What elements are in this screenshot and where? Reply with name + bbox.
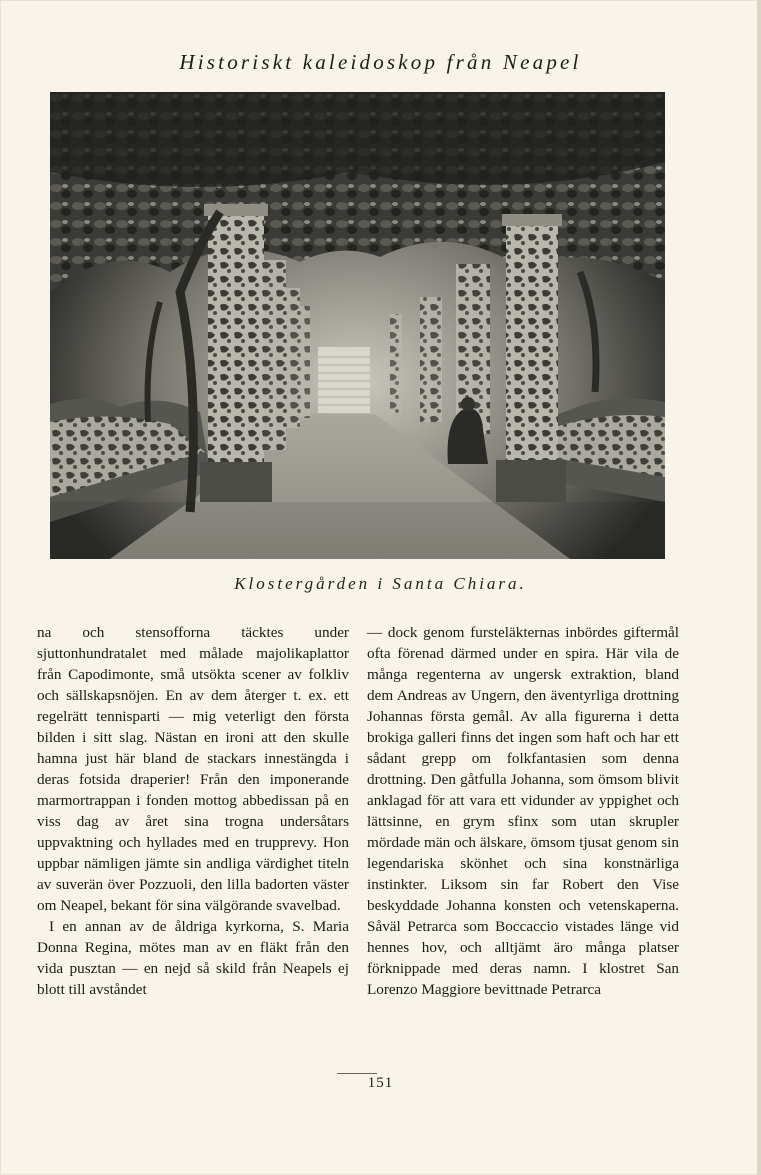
- text-column-left: [37, 622, 349, 1000]
- paragraph: I en annan av de åldriga kyrkorna, S. Maria Donna Regina, mötes man av en fläkt från den vida pusztan — en nejd så skild från Neapels ej blott till avståndet: [37, 918, 349, 998]
- page-number: 151: [367, 1075, 394, 1091]
- photograph: [50, 92, 665, 559]
- folio-rule: [337, 1073, 377, 1074]
- photo-caption: Klostergården i Santa Chiara.: [234, 574, 527, 593]
- running-head: Historiskt kaleidoskop från Neapel: [179, 50, 582, 74]
- text-column-right: [367, 622, 679, 1000]
- paragraph: — dock genom fursteläkternas inbördes giftermål ofta förenad därmed under en spira. Här vila de många regenterna av ungersk extraktion, bland dem Andreas av Ungern, den äventyrliga drottning Johannas första gemål. Av alla figurerna i detta brokiga galleri finns det ingen som haft och har ett sådant grepp om folkfantasien som denna drottning. Den gåtfulla Johanna, som ömsom blivit anklagad för att vara ett vidunder av yppighet och lättsinne, en grym sfinx som utan skrupler mördade män och älskare, ömsom tjusat genom sin legendariska skönhet och sina konstnärliga instinkter. Liksom sin far Robert den Vise beskyddade Johanna konsten och vetenskaperna. Såväl Petrarca som Boccaccio vistades länge vid hennes hov, och alltjämt äro många platser förknippade med deras namn. I klostret San Lorenzo Maggiore bevittnade Petrarca: [367, 624, 679, 998]
- pergola-photo: [50, 92, 665, 559]
- paragraph: na och stensofforna täcktes under sjuttonhundratalet med målade majolikaplattor från Capodimonte, små utsökta scener av folkliv och sällskapsnöjen. En av dem återger t. ex. ett regelrätt tennisparti — mig veterligt den första bilden i sitt slag. Nästan en ironi att den skulle hamna just här bland de stackars innestängda i deras fotsida draperier! Från den imponerande marmortrappan i fonden mottog abbedissan på en viss dag av året sina trogna undersåtars uppvaktning och hyllades med en trupprevy. Hon uppbar nämligen jämte sin andliga värdighet titeln av suverän över Pozzuoli, den lilla badorten väster om Neapel, bekant för sina välgörande svavelbad.: [37, 624, 349, 914]
